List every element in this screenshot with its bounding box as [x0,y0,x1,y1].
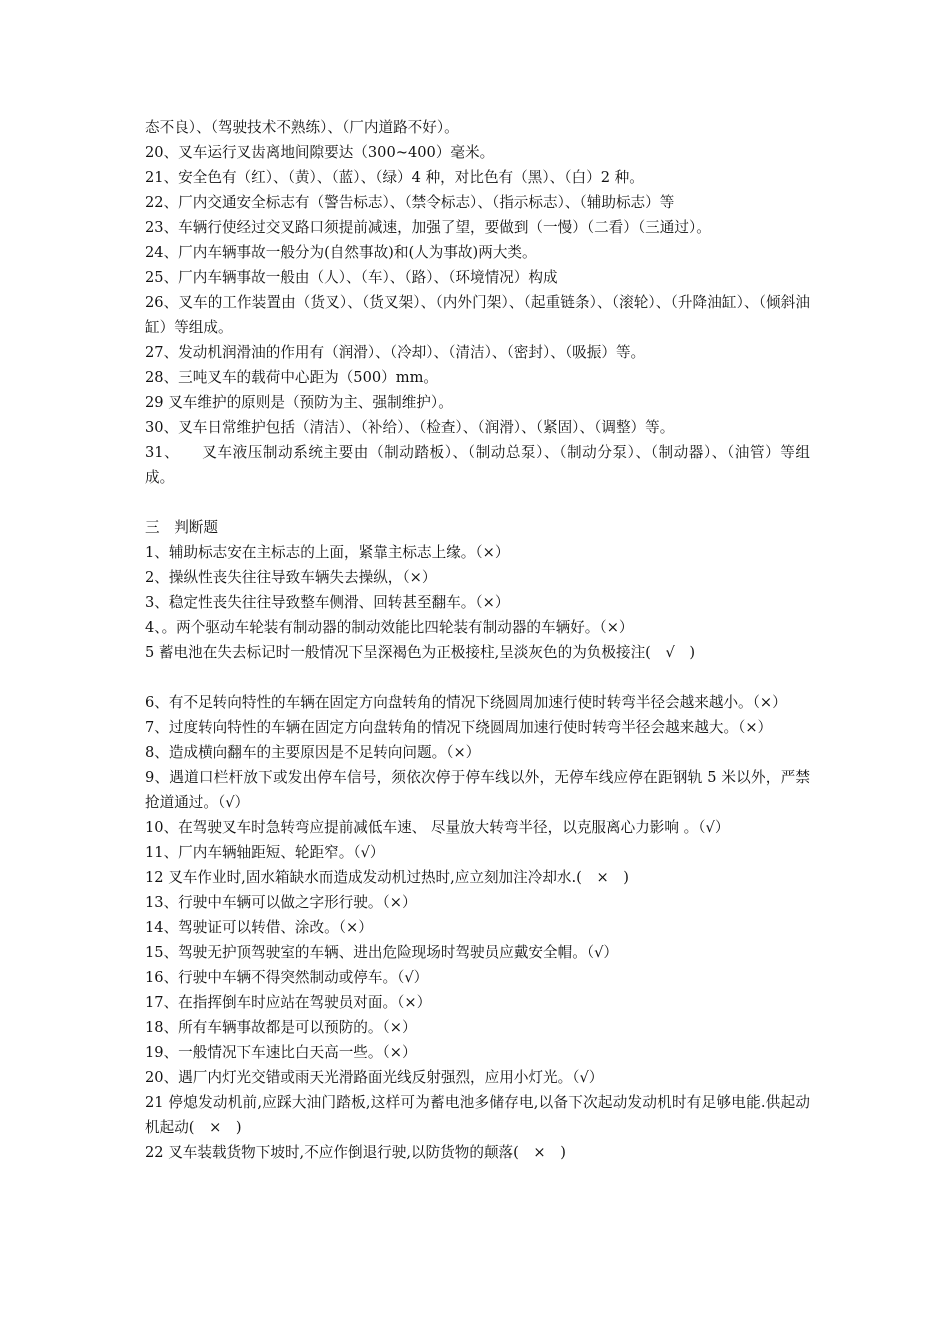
text-line: 12 叉车作业时,固水箱缺水而造成发动机过热时,应立刻加注冷却水.( × ) [145,869,629,886]
text-line: 态不良）、（驾驶技术不熟练）、（厂内道路不好）。 [145,119,459,136]
text-line: 24、厂内车辆事故一般分为(自然事故)和(人为事故)两大类。 [145,244,537,261]
text-line: 11、厂内车辆轴距短、轮距窄。（√） [145,844,385,861]
text-line: 1、辅助标志安在主标志的上面，紧靠主标志上缘。（×） [145,544,510,561]
text-line: 14、驾驶证可以转借、涂改。（×） [145,919,373,936]
text-line: 3、稳定性丧失往往导致整车侧滑、回转甚至翻车。（×） [145,594,510,611]
text-line: 20、遇厂内灯光交错或雨天光滑路面光线反射强烈，应用小灯光。（√） [145,1069,604,1086]
text-paragraph: 7、过度转向特性的车辆在固定方向盘转角的情况下绕圆周加速行使时转弯半径会越来越大。（×） [145,719,773,736]
text-paragraph: 26、叉车的工作装置由（货叉）、（货叉架）、（内外门架）、（起重链条）、（滚轮）、（升降油缸）、（倾斜油缸）等组成。 [145,294,810,336]
text-line: 25、厂内车辆事故一般由（人）、（车）、（路）、（环境情况）构成 [145,269,558,286]
spacer [145,490,810,515]
text-paragraph: 31、 叉车液压制动系统主要由（制动踏板）、（制动总泵）、（制动分泵）、（制动器）、（油管）等组成。 [145,444,810,486]
text-line: 23、车辆行使经过交叉路口须提前减速，加强了望，要做到（一慢）（二看）（三通过）。 [145,219,711,236]
text-paragraph: 21 停熄发动机前,应踩大油门踏板,这样可为蓄电池多储存电,以备下次起动发动机时有足够电能.供起动机起动( × ) [145,1094,810,1136]
text-line: 19、一般情况下车速比白天高一些。（×） [145,1044,417,1061]
spacer [145,665,810,690]
text-line: 18、所有车辆事故都是可以预防的。（×） [145,1019,417,1036]
document-body [145,115,810,1165]
text-line: 27、发动机润滑油的作用有（润滑）、（冷却）、（清洁）、（密封）、（吸振）等。 [145,344,646,361]
text-line: 2、操纵性丧失往往导致车辆失去操纵，（×） [145,569,437,586]
text-line: 10、在驾驶叉车时急转弯应提前减低车速、 尽量放大转弯半径，以克服离心力影响 。（√） [145,819,730,836]
text-line: 13、行驶中车辆可以做之字形行驶。（×） [145,894,417,911]
text-line: 8、造成横向翻车的主要原因是不足转向问题。（×） [145,744,481,761]
text-line: 20、叉车运行叉齿离地间隙要达（300~400）毫米。 [145,144,495,161]
text-paragraph: 6、有不足转向特性的车辆在固定方向盘转角的情况下绕圆周加速行使时转弯半径会越来越小。（×） [145,694,787,711]
section-heading: 三 判断题 [145,519,218,536]
text-line: 22、厂内交通安全标志有（警告标志）、（禁令标志）、（指示标志）、（辅助标志）等 [145,194,675,211]
text-line: 30、叉车日常维护包括（清洁）、（补给）、（检查）、（润滑）、（紧固）、（调整）等。 [145,419,675,436]
text-line: 28、三吨叉车的载荷中心距为（500）mm。 [145,369,439,386]
text-line: 17、在指挥倒车时应站在驾驶员对面。（×） [145,994,432,1011]
text-line: 29 叉车维护的原则是（预防为主、强制维护）。 [145,394,453,411]
text-line: 21、安全色有（红）、（黄）、（蓝）、（绿）4 种，对比色有（黑）、（白）2 种。 [145,169,644,186]
text-paragraph: 9、遇道口栏杆放下或发出停车信号，须依次停于停车线以外，无停车线应停在距钢轨 5 米以外，严禁抢道通过。（√） [145,769,810,811]
text-line: 4、。两个驱动车轮装有制动器的制动效能比四轮装有制动器的车辆好。（×） [145,619,634,636]
text-line: 22 叉车装载货物下坡时,不应作倒退行驶,以防货物的颠落( × ) [145,1144,566,1161]
text-line: 5 蓄电池在失去标记时一般情况下呈深褐色为正极接柱,呈淡灰色的为负极接注( √ ) [145,644,696,661]
text-line: 16、行驶中车辆不得突然制动或停车。（√） [145,969,429,986]
text-line: 15、驾驶无护顶驾驶室的车辆、进出危险现场时驾驶员应戴安全帽。（√） [145,944,618,961]
